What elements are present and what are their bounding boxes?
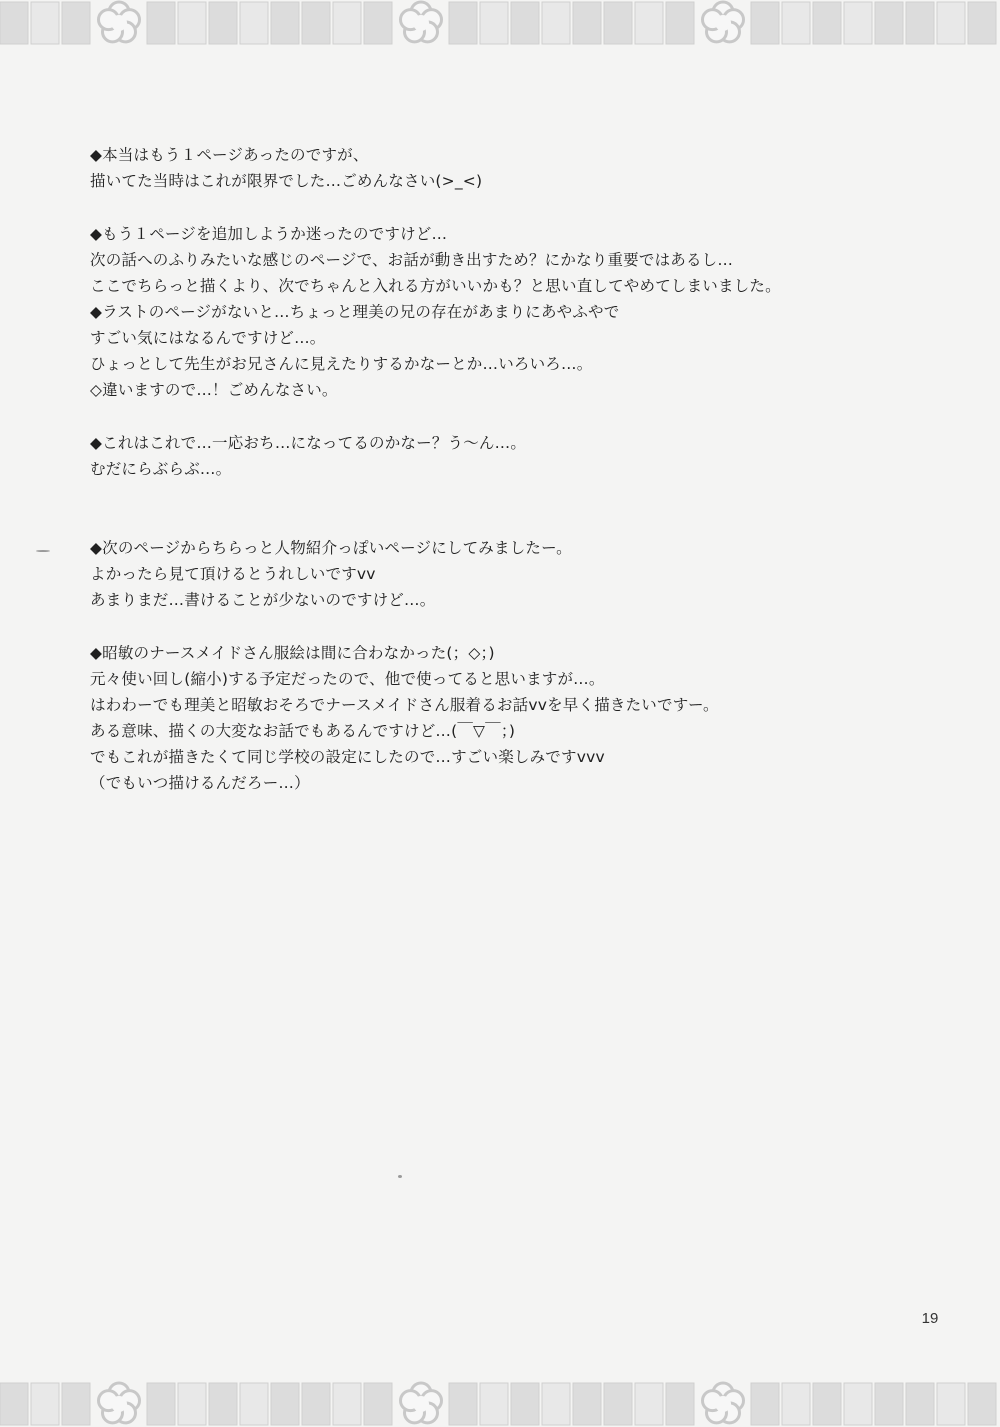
border-tile [573,1383,601,1425]
border-tile [875,2,903,44]
border-tile [271,2,299,44]
border-tile [751,1383,779,1425]
border-tile [844,1383,872,1425]
afterword-notes [90,142,910,823]
decorative-border-top [0,0,1000,46]
border-tile [178,1383,206,1425]
border-tile [62,1383,90,1425]
note-line: ◆本当はもう１ページあったのですが、 [90,146,369,164]
note-block [90,640,910,796]
border-tile [271,1383,299,1425]
border-tile [0,1383,28,1425]
note-block [90,142,910,194]
border-tile [635,2,663,44]
border-tile [635,1383,663,1425]
note-block [90,430,910,482]
note-line: ここでちらっと描くより、次でちゃんと入れる方がいいかも？と思い直してやめてしまいました。 [90,277,781,295]
border-tile [542,1383,570,1425]
border-tile [147,1383,175,1425]
border-tile [875,1383,903,1425]
border-tile [240,1383,268,1425]
note-line: ◆昭敏のナースメイドさん服絵は間に合わなかった(；◇；) [90,644,495,662]
border-tile [178,2,206,44]
border-tile [511,2,539,44]
paper-speck [398,1175,402,1178]
border-tile [937,2,965,44]
note-line: ある意味、描くの大変なお話でもあるんですけど…(￣▽￣；) [90,722,516,740]
border-tile [147,2,175,44]
border-tile [364,1383,392,1425]
note-block [90,221,910,403]
border-tile [480,1383,508,1425]
note-line: あまりまだ…書けることが少ないのですけど…。 [90,591,436,609]
note-line: （でもいつ描けるんだろー…） [90,774,310,792]
border-tile [302,1383,330,1425]
flower-border-pattern [0,0,1000,46]
note-line: 描いてた当時はこれが限界でした…ごめんなさい(>_<) [90,172,483,190]
border-tile [782,1383,810,1425]
note-line: よかったら見て頂けるとうれしいですvv [90,565,376,583]
border-tile [968,1383,996,1425]
border-tile [604,1383,632,1425]
border-tile [0,2,28,44]
border-tile [906,2,934,44]
note-line: むだにらぶらぶ…。 [90,460,232,478]
page-number: 19 [921,1310,939,1327]
border-tile [813,2,841,44]
border-tile [906,1383,934,1425]
note-line: ◆次のページからちらっと人物紹介っぽいページにしてみましたー。 [90,539,572,557]
flower-border-pattern [0,1381,1000,1427]
border-tile [240,2,268,44]
border-tile [333,1383,361,1425]
border-tile [666,2,694,44]
border-tile [209,1383,237,1425]
note-line: ◇違いますので…！ごめんなさい。 [90,381,338,399]
border-tile [542,2,570,44]
note-line: はわわーでも理美と昭敏おそろでナースメイドさん服着るお話vvを早く描きたいですー。 [90,696,719,714]
border-tile [782,2,810,44]
border-tile [937,1383,965,1425]
note-line: ◆ラストのページがないと…ちょっと理美の兄の存在があまりにあやふやで [90,303,620,321]
note-line: 元々使い回し(縮小)する予定だったので、他で使ってると思いますが…。 [90,670,605,688]
border-tile [480,2,508,44]
note-line: すごい気にはなるんですけど…。 [90,329,326,347]
border-tile [333,2,361,44]
note-line: でもこれが描きたくて同じ学校の設定にしたので…すごい楽しみですvvv [90,748,605,766]
border-tile [968,2,996,44]
border-tile [364,2,392,44]
border-tile [666,1383,694,1425]
border-tile [31,2,59,44]
border-tile [511,1383,539,1425]
border-tile [31,1383,59,1425]
note-line: ◆これはこれで…一応おち…になってるのかなー？う～ん…。 [90,434,527,452]
border-tile [62,2,90,44]
border-tile [844,2,872,44]
border-tile [813,1383,841,1425]
note-line: ◆もう１ページを追加しようか迷ったのですけど… [90,225,448,243]
border-tile [751,2,779,44]
paper-speck [36,550,50,552]
border-tile [302,2,330,44]
border-tile [573,2,601,44]
border-tile [209,2,237,44]
border-tile [604,2,632,44]
note-line: 次の話へのふりみたいな感じのページで、お話が動き出すため？にかなり重要ではあるし… [90,251,734,269]
decorative-border-bottom [0,1381,1000,1427]
note-line: ひょっとして先生がお兄さんに見えたりするかなーとか…いろいろ…。 [90,355,593,373]
border-tile [449,2,477,44]
note-block [90,535,910,613]
border-tile [449,1383,477,1425]
